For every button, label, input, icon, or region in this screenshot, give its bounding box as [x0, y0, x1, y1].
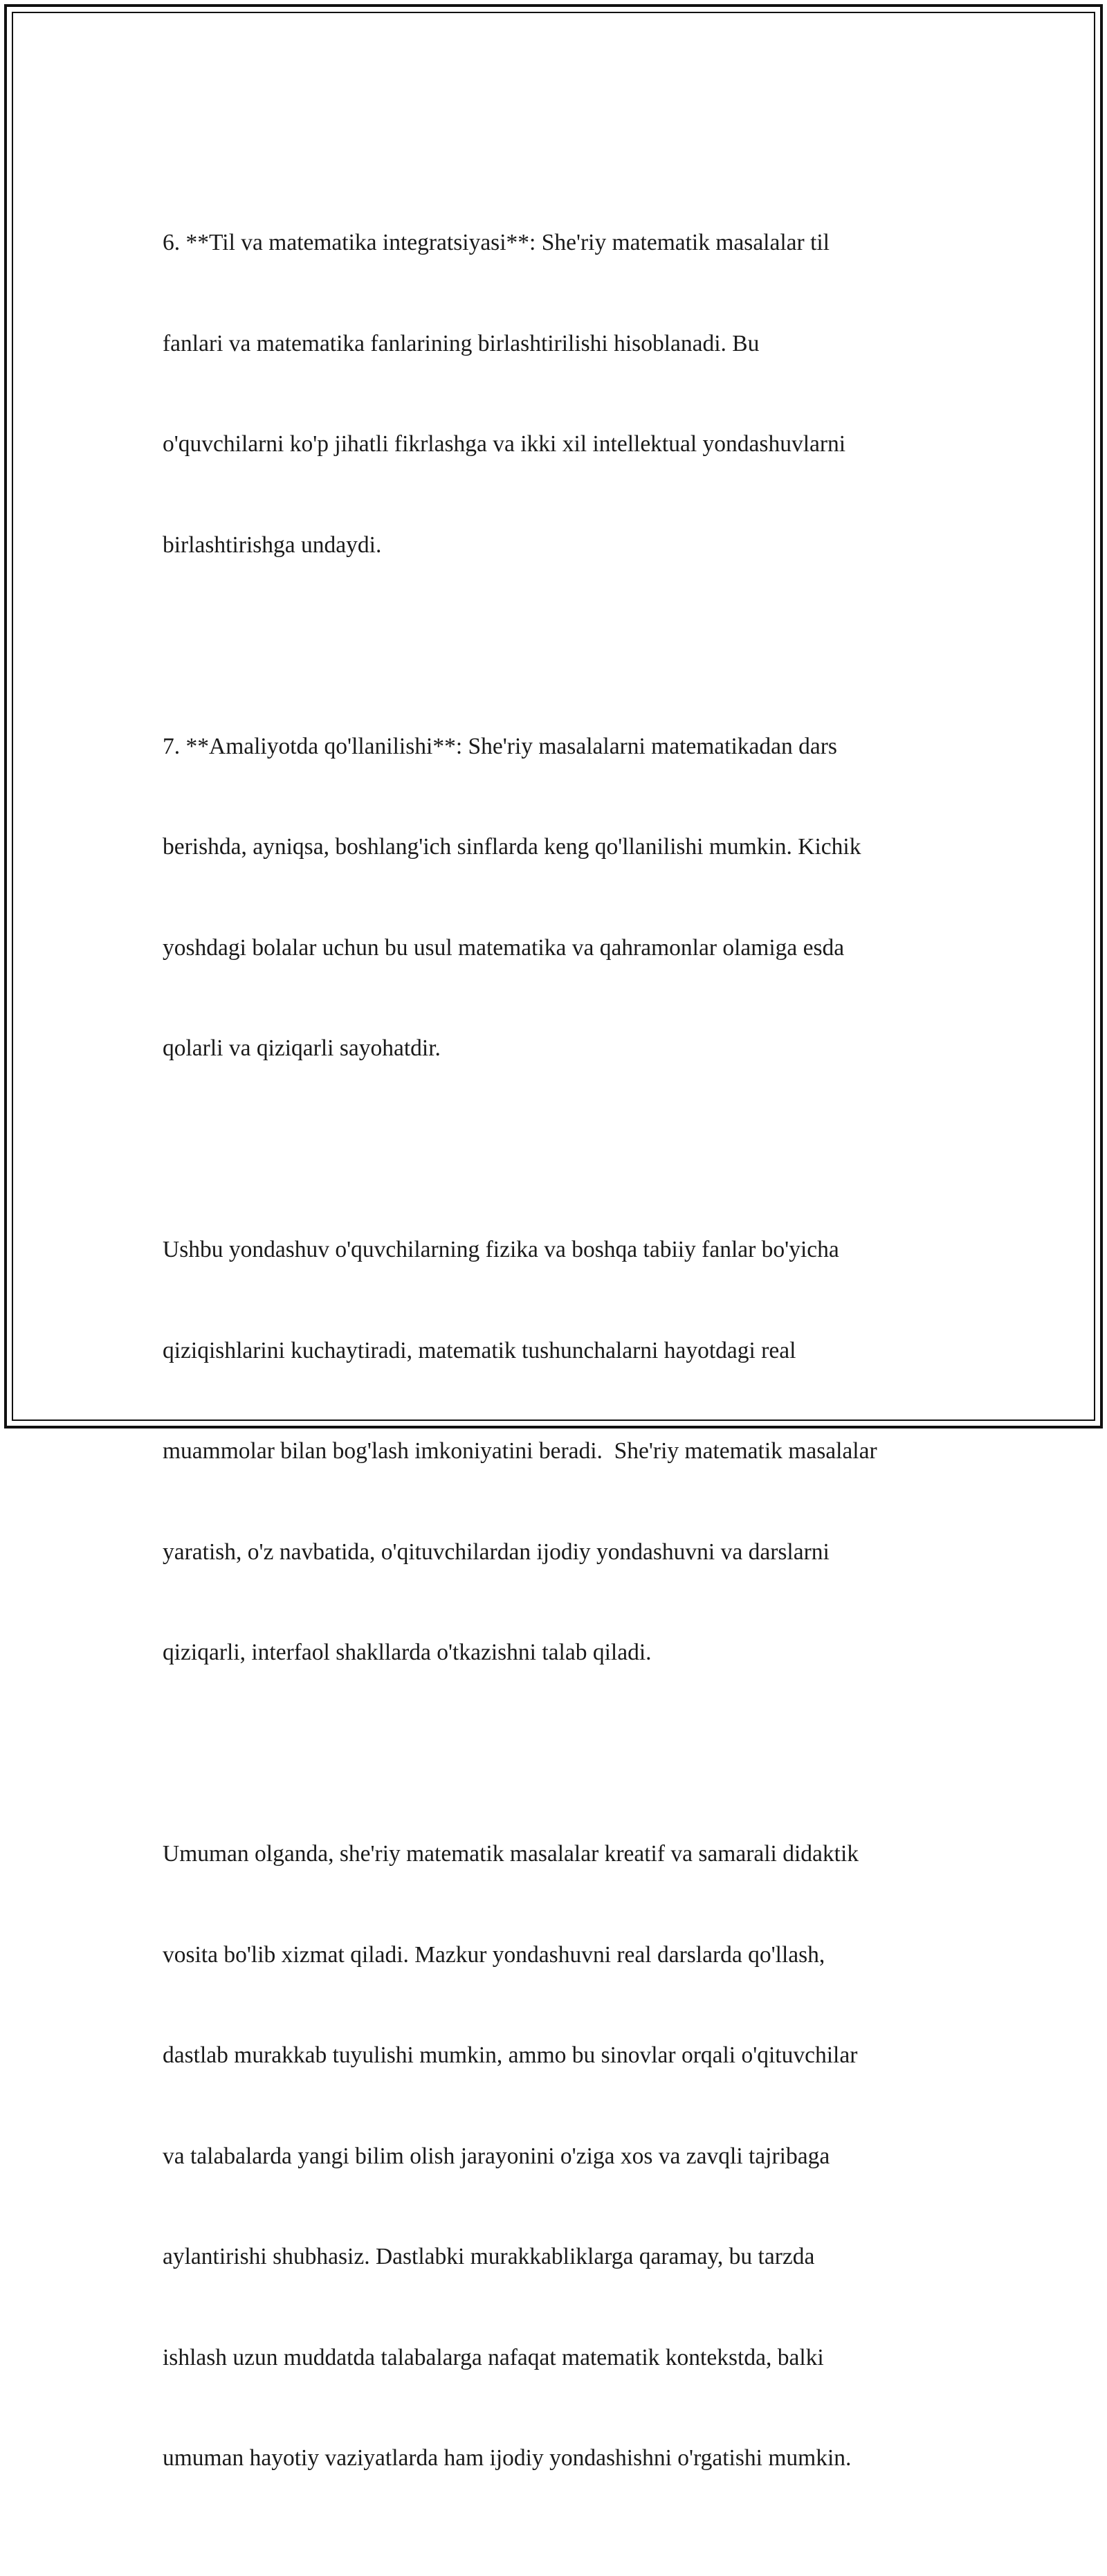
paragraph-conclusion: [163, 1770, 958, 2543]
text-line: qiziqarli, interfaol shakllarda o'tkazishni talab qiladi.: [163, 1640, 652, 1665]
text-line: qolarli va qiziqarli sayohatdir.: [163, 1035, 441, 1061]
text-line: Umuman olganda, she'riy matematik masalalar kreatif va samarali didaktik: [163, 1841, 859, 1867]
text-line: fanlari va matematika fanlarining birlashtirilishi hisoblanadi. Bu: [163, 330, 760, 356]
text-line: va talabalarda yangi bilim olish jarayonini o'ziga xos va zavqli tajribaga: [163, 2143, 830, 2169]
text-line: 6. **Til va matematika integratsiyasi**: She'riy matematik masalalar til: [163, 230, 830, 255]
text-line: ishlash uzun muddatda talabalarga nafaqat matematik kontekstda, balki: [163, 2344, 824, 2370]
text-line: yaratish, o'z navbatida, o'qituvchilardan ijodiy yondashuvni va darslarni: [163, 1539, 830, 1565]
document-body: [163, 159, 958, 2576]
text-line: birlashtirishga undaydi.: [163, 532, 382, 558]
text-line: Ushbu yondashuv o'quvchilarning fizika va boshqa tabiiy fanlar bo'yicha: [163, 1237, 839, 1262]
text-line: yoshdagi bolalar uchun bu usul matematika va qahramonlar olamiga esda: [163, 934, 845, 961]
paragraph-practical-application: [163, 663, 958, 1133]
text-line: aylantirishi shubhasiz. Dastlabki murakkabliklarga qaramay, bu tarzda: [163, 2244, 815, 2269]
paragraph-approach-benefits: [163, 1166, 958, 1737]
text-line: muammolar bilan bog'lash imkoniyatini beradi. She'riy matematik masalalar: [163, 1438, 877, 1464]
text-line: 7. **Amaliyotda qo'llanilishi**: She'riy masalalarni matematikadan dars: [163, 733, 837, 759]
text-line: dastlab murakkab tuyulishi mumkin, ammo bu sinovlar orqali o'qituvchilar: [163, 2042, 858, 2068]
text-line: vosita bo'lib xizmat qiladi. Mazkur yondashuvni real darslarda qo'llash,: [163, 1941, 825, 1968]
paragraph-language-math-integration: [163, 159, 958, 629]
text-line: umuman hayotiy vaziyatlarda ham ijodiy yondashishni o'rgatishi mumkin.: [163, 2445, 852, 2471]
text-line: qiziqishlarini kuchaytiradi, matematik tushunchalarni hayotdagi real: [163, 1337, 796, 1363]
text-line: berishda, ayniqsa, boshlang'ich sinflarda keng qo'llanilishi mumkin. Kichik: [163, 834, 861, 860]
text-line: o'quvchilarni ko'p jihatli fikrlashga va ikki xil intellektual yondashuvlarni: [163, 431, 846, 457]
